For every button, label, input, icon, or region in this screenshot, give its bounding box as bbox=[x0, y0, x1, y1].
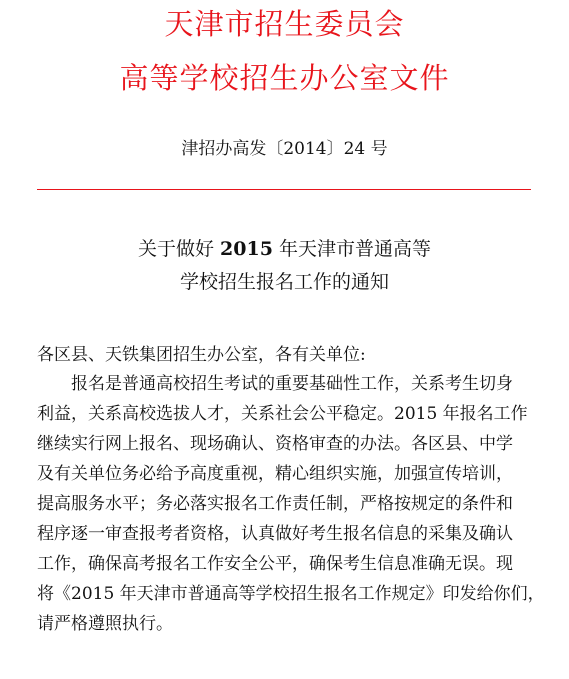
body-line: 程序逐一审查报考者资格，认真做好考生报名信息的采集及确认 bbox=[37, 524, 513, 544]
issuer-name: 天津市招生委员会 bbox=[164, 7, 405, 41]
body-paragraph bbox=[37, 369, 545, 639]
red-divider bbox=[37, 189, 531, 190]
document-number: 津招办高发〔2014〕24 号 bbox=[181, 139, 388, 159]
notice-title bbox=[0, 233, 569, 299]
title-line-2: 学校招生报名工作的通知 bbox=[179, 271, 389, 293]
addressee: 各区县、天铁集团招生办公室，各有关单位: bbox=[37, 345, 366, 365]
title-line-1-pre: 关于做好 bbox=[138, 238, 221, 260]
body-line: 提高服务水平；务必落实报名工作责任制，严格按规定的条件和 bbox=[37, 494, 513, 514]
body-line: 及有关单位务必给予高度重视，精心组织实施，加强宣传培训， bbox=[37, 464, 513, 484]
body-line: 继续实行网上报名、现场确认、资格审查的办法。各区县、中学 bbox=[37, 434, 513, 454]
title-line-1-post: 年天津市普通高等 bbox=[272, 238, 431, 260]
title-year: 2015 bbox=[220, 238, 273, 260]
body-line: 将《2015 年天津市普通高等学校招生报名工作规定》印发给你们， bbox=[37, 584, 545, 604]
body-line: 工作，确保高考报名工作安全公平，确保考生信息准确无误。现 bbox=[37, 554, 513, 574]
document-type-heading: 高等学校招生办公室文件 bbox=[119, 61, 450, 95]
title-line-1 bbox=[0, 233, 569, 266]
body-line: 利益，关系高校选拔人才，关系社会公平稳定。2015 年报名工作 bbox=[37, 404, 528, 424]
body-line: 报名是普通高校招生考试的重要基础性工作，关系考生切身 bbox=[71, 374, 513, 394]
body-line: 请严格遵照执行。 bbox=[37, 614, 173, 634]
